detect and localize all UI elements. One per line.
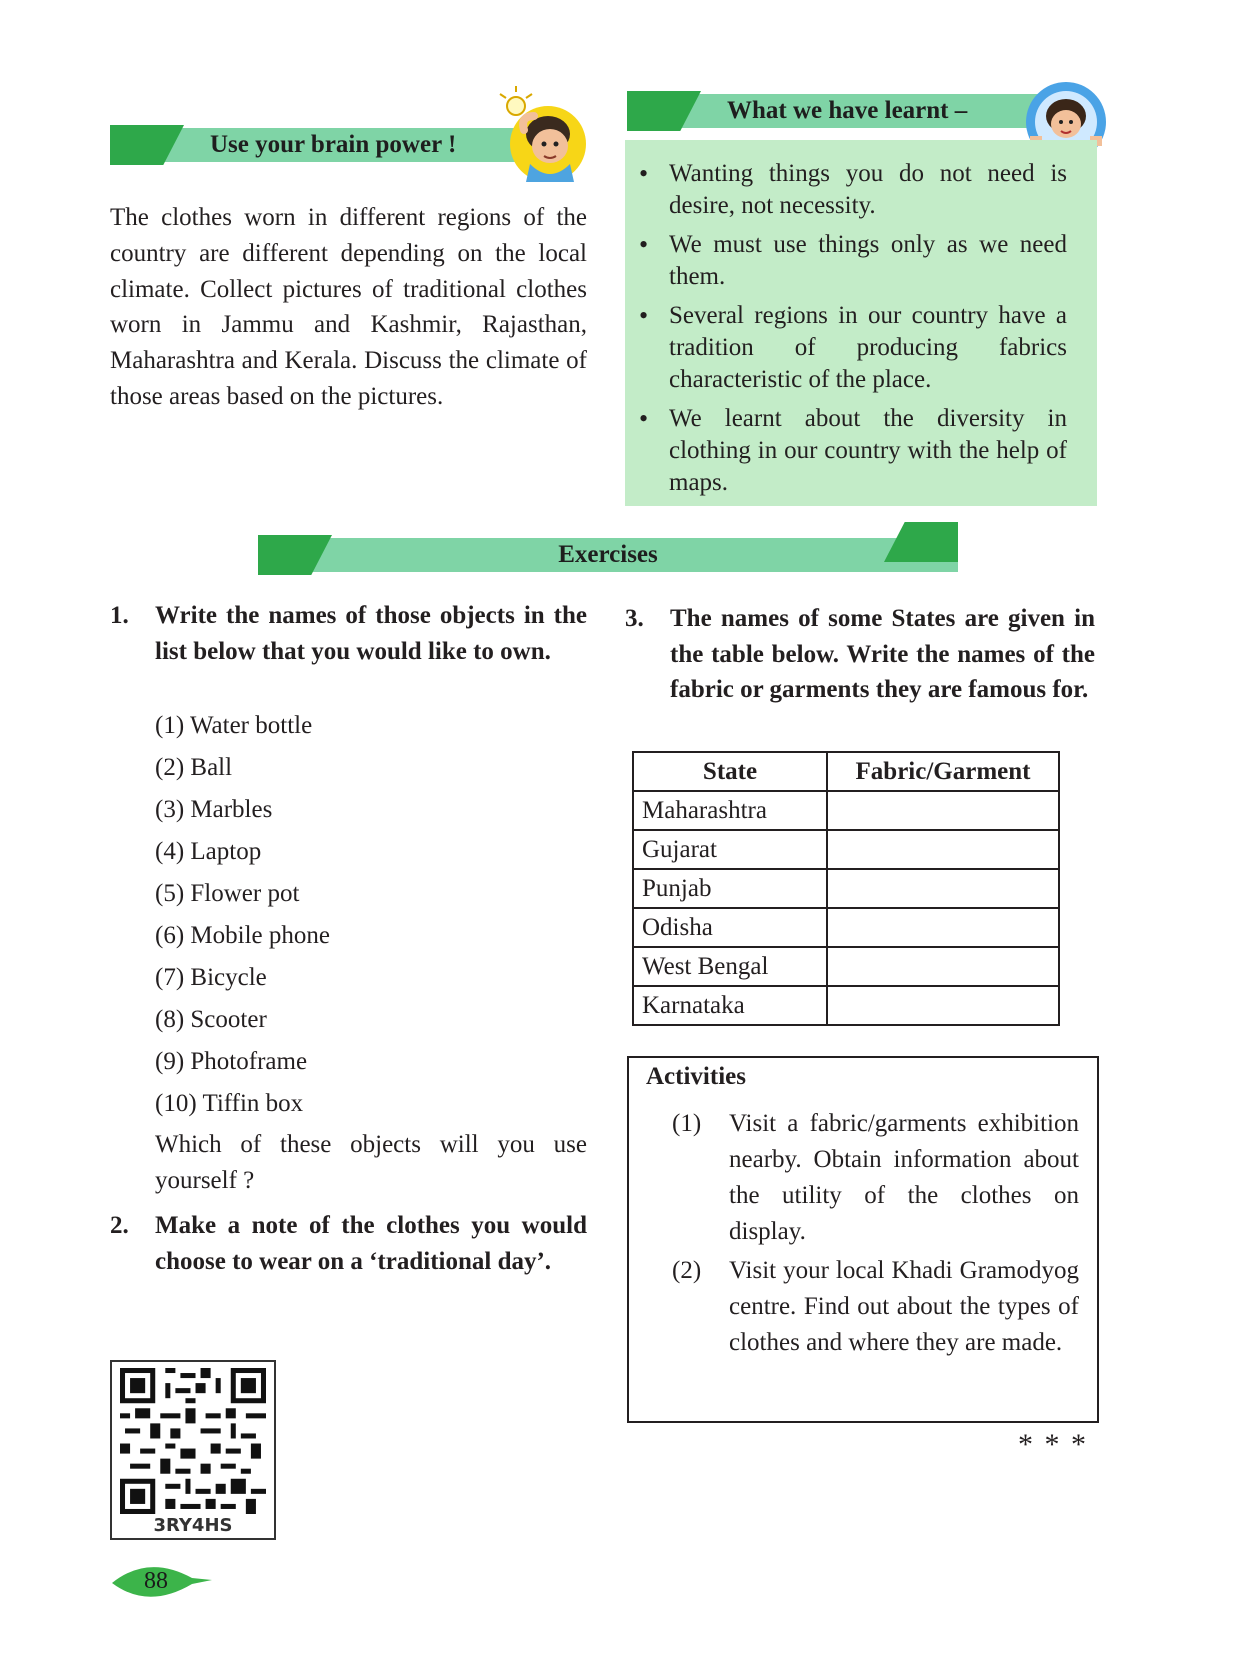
- activity-text: Visit your local Khadi Gramodyog centre. Find out about the types of clothes and where they are made.: [729, 1257, 1079, 1356]
- list-item: (9) Photoframe: [155, 1048, 308, 1075]
- list-item: (5) Flower pot: [155, 880, 300, 907]
- question-1-followup: Which of these objects will you use yourself ?: [155, 1131, 587, 1194]
- state-cell: Maharashtra: [633, 791, 827, 830]
- fabric-answer-cell[interactable]: [827, 986, 1059, 1025]
- list-item: (3) Marbles: [155, 796, 273, 823]
- brain-power-text: The clothes worn in different regions of the country are different depending on the local climate. Collect pictures of traditional clothes worn in Jammu and Kashmir, Rajasthan, Maharashtra and Kerala. Discuss the climate of those areas based on the pictures.: [110, 204, 587, 410]
- table-header-row: [633, 752, 1059, 791]
- fabric-answer-cell[interactable]: [827, 908, 1059, 947]
- list-item: (1) Water bottle: [155, 712, 313, 739]
- brain-power-banner: [110, 128, 560, 162]
- activity-number: (2): [672, 1257, 702, 1284]
- question-2-number: 2.: [110, 1212, 129, 1239]
- qr-code-label: 3RY4HS: [153, 1515, 233, 1536]
- fabric-answer-cell[interactable]: [827, 791, 1059, 830]
- learnt-title: What we have learnt –: [727, 97, 968, 124]
- learnt-point: • We must use things only as we need them.: [669, 229, 1067, 293]
- fabric-column-header: Fabric/Garment: [827, 752, 1059, 791]
- list-item: (2) Ball: [155, 754, 233, 781]
- qr-code-icon: [120, 1368, 266, 1514]
- thinking-boy-icon: [494, 86, 594, 186]
- activity-number: (1): [672, 1110, 702, 1137]
- states-table: [632, 751, 1060, 1026]
- qr-code[interactable]: [110, 1360, 276, 1540]
- list-item: (6) Mobile phone: [155, 922, 330, 949]
- table-row: [633, 791, 1059, 830]
- state-cell: Gujarat: [633, 830, 827, 869]
- table-row: [633, 908, 1059, 947]
- fabric-answer-cell[interactable]: [827, 869, 1059, 908]
- activities-title: Activities: [646, 1063, 746, 1090]
- page-number: 88: [144, 1568, 168, 1594]
- state-column-header: State: [633, 752, 827, 791]
- banner-wedge-icon: [110, 125, 184, 165]
- table-row: [633, 830, 1059, 869]
- state-cell: Punjab: [633, 869, 827, 908]
- table-row: [633, 947, 1059, 986]
- state-cell: West Bengal: [633, 947, 827, 986]
- state-cell: Odisha: [633, 908, 827, 947]
- question-3-number: 3.: [625, 605, 644, 632]
- brain-power-title: Use your brain power !: [210, 131, 457, 158]
- state-cell: Karnataka: [633, 986, 827, 1025]
- list-item: (8) Scooter: [155, 1006, 267, 1033]
- question-1-text: Write the names of those objects in the list below that you would like to own.: [155, 602, 587, 665]
- list-item: (10) Tiffin box: [155, 1090, 304, 1117]
- table-row: [633, 869, 1059, 908]
- table-row: [633, 986, 1059, 1025]
- learnt-list: [625, 140, 1097, 499]
- question-3-text: The names of some States are given in the table below. Write the names of the fabric or garments they are famous for.: [670, 605, 1095, 703]
- learnt-banner: [627, 94, 1067, 128]
- question-1-number: 1.: [110, 602, 129, 629]
- banner-wedge-icon: [627, 91, 701, 131]
- learnt-point: • Wanting things you do not need is desire, not necessity.: [669, 158, 1067, 222]
- learnt-box: [625, 140, 1097, 506]
- exercises-banner: [258, 538, 958, 572]
- fabric-answer-cell[interactable]: [827, 947, 1059, 986]
- activity-text: Visit a fabric/garments exhibition nearby. Obtain information about the utility of the clothes on display.: [729, 1110, 1079, 1245]
- list-item: (4) Laptop: [155, 838, 262, 865]
- list-item: (7) Bicycle: [155, 964, 267, 991]
- learnt-point: • We learnt about the diversity in clothing in our country with the help of maps.: [669, 403, 1067, 499]
- fabric-answer-cell[interactable]: [827, 830, 1059, 869]
- activities-box: [627, 1056, 1099, 1423]
- learnt-point: • Several regions in our country have a tradition of producing fabrics characteristic of the place.: [669, 300, 1067, 396]
- question-2-text: Make a note of the clothes you would choose to wear on a ‘traditional day’.: [155, 1212, 587, 1275]
- end-mark: * * *: [1018, 1428, 1088, 1461]
- exercises-title: Exercises: [558, 541, 658, 568]
